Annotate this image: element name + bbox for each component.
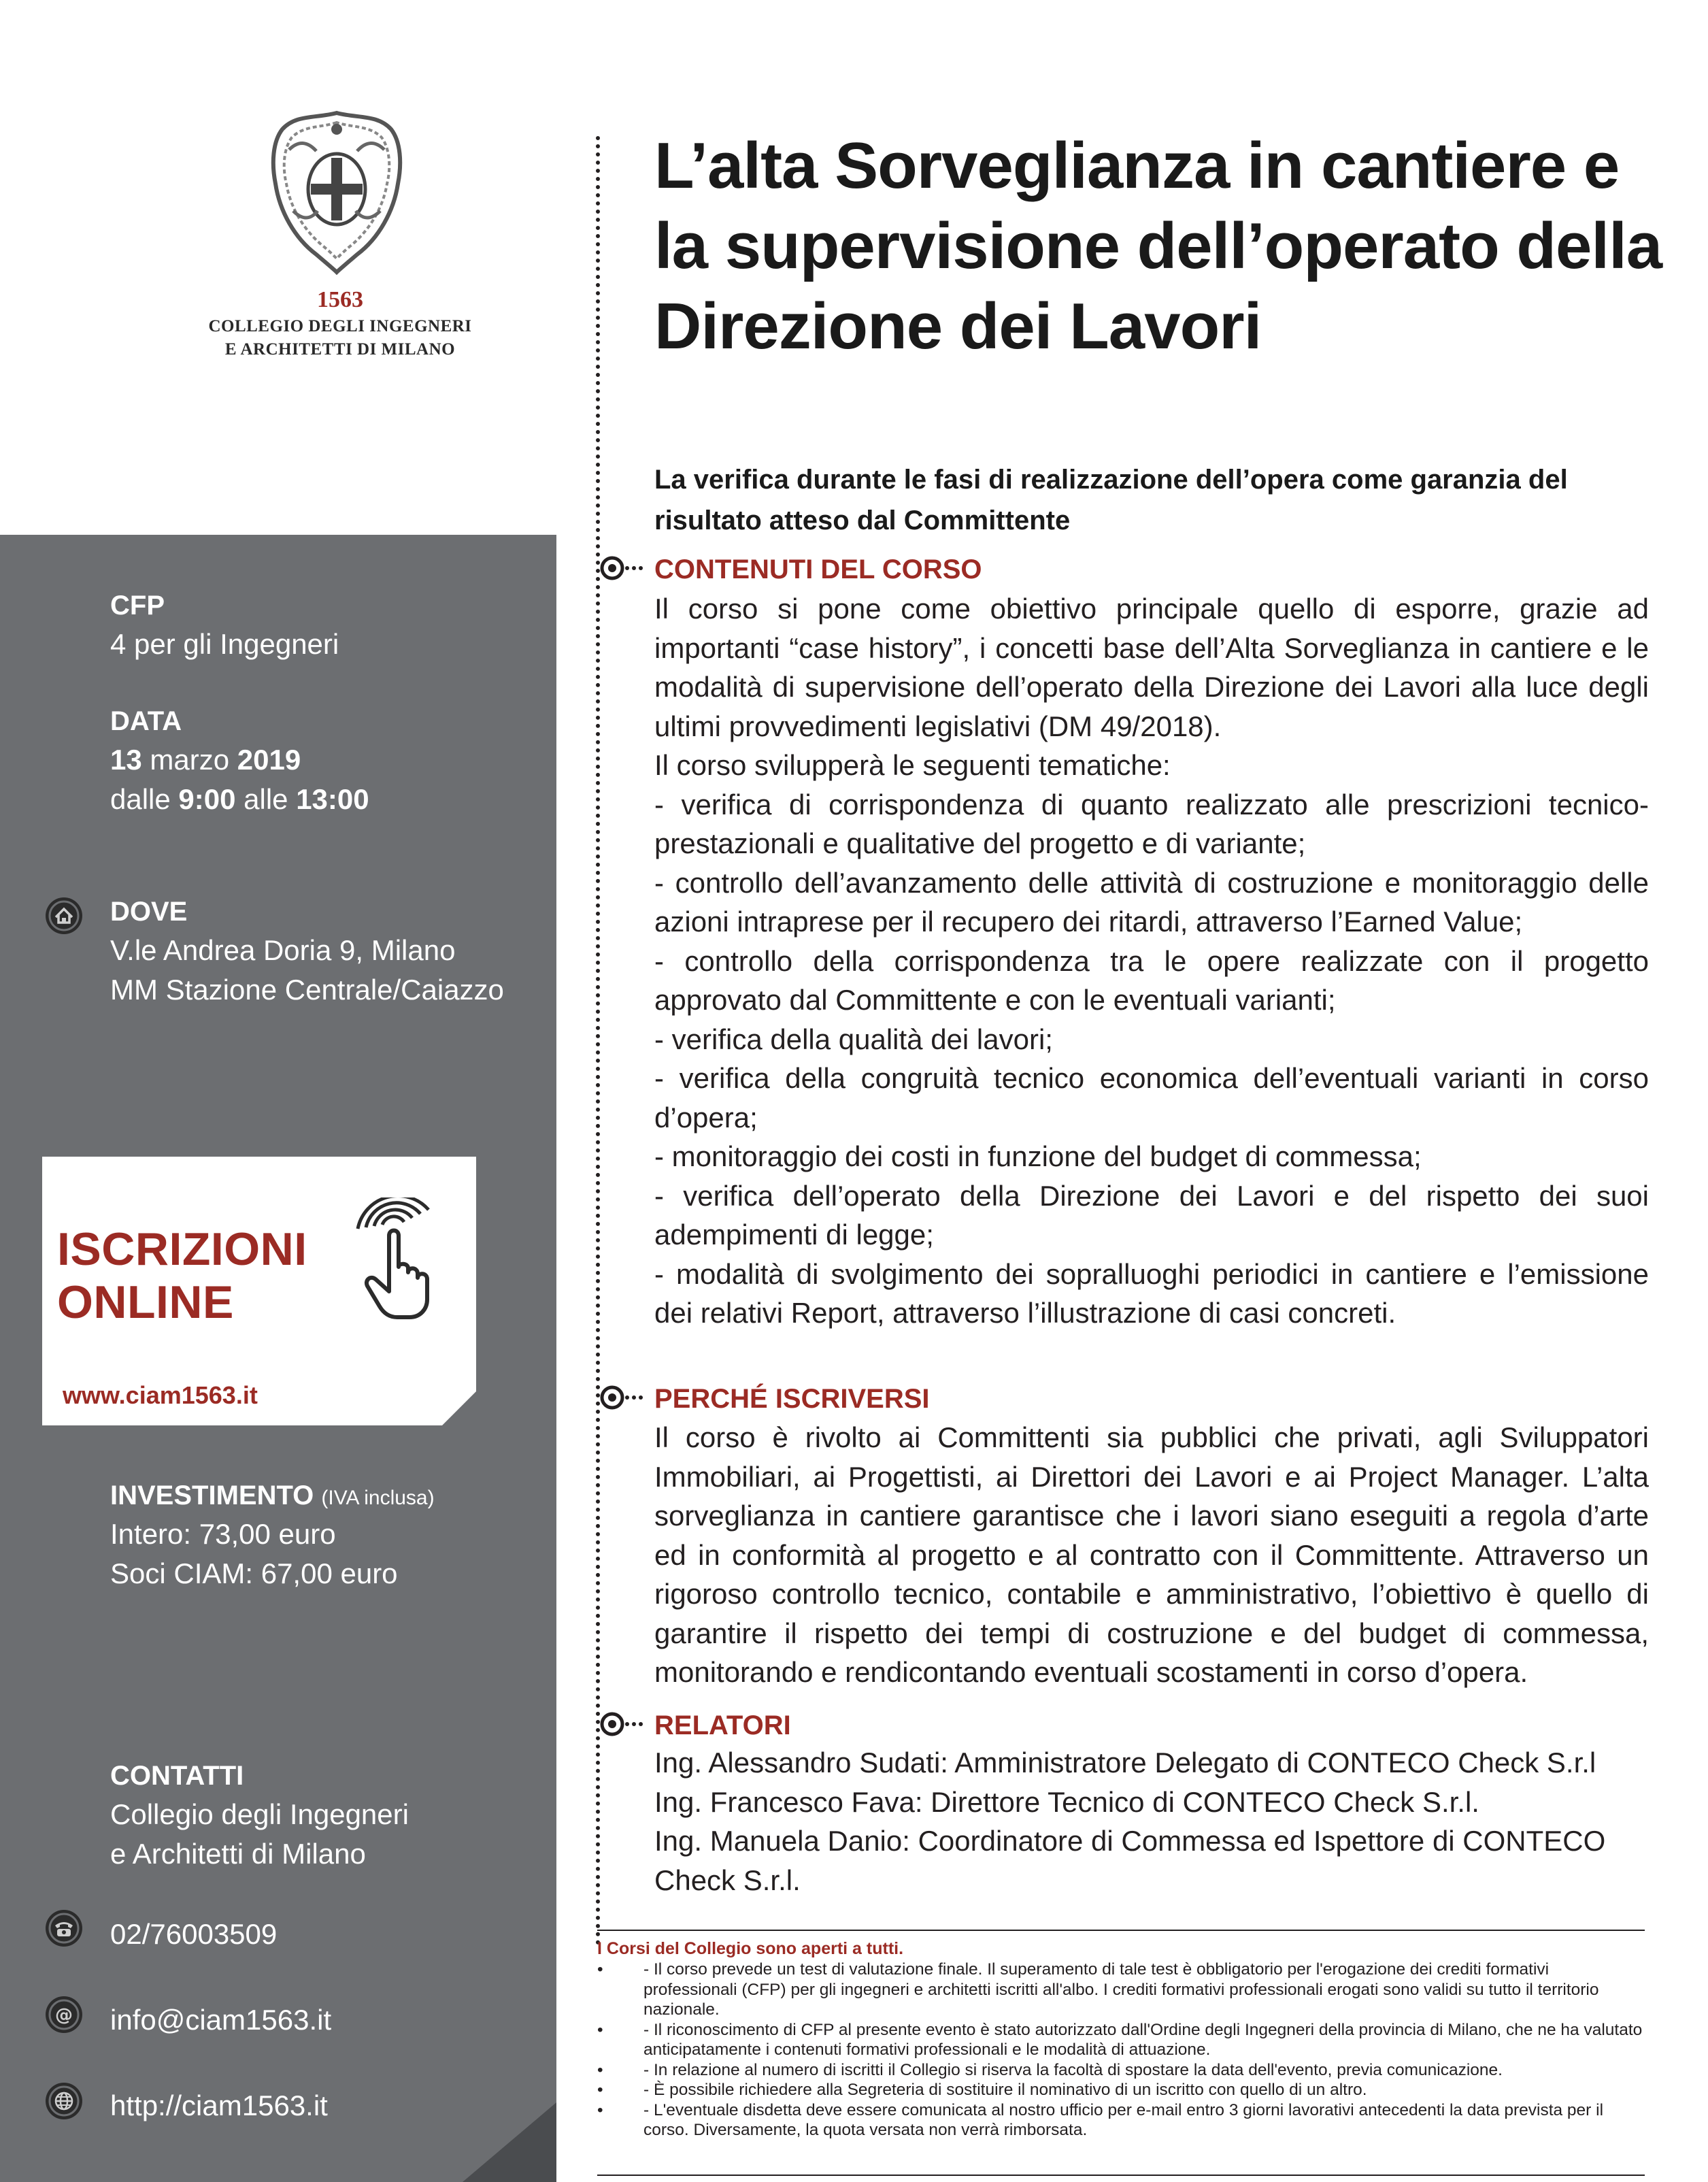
svg-text:@: @ [55, 2005, 73, 2026]
footnote-item [597, 1960, 1645, 2020]
time-from-prefix: dalle [110, 783, 179, 815]
contenuti-heading: CONTENUTI DEL CORSO [654, 555, 982, 584]
relatore-item: Ing. Francesco Fava: Direttore Tecnico di CONTECO Check S.r.l. [654, 1785, 1479, 1818]
footnote-item [597, 2100, 1645, 2140]
footnote-bullet: • [597, 2060, 603, 2079]
footnote-item [597, 2060, 1645, 2081]
contatti-web[interactable]: http://ciam1563.it [110, 2089, 328, 2121]
footnote-text: - In relazione al numero di iscritti il Collegio si riserva la facoltà di spostare la data dell'evento, previa comunicazione. [643, 2060, 1503, 2079]
phone-icon [45, 1909, 83, 1947]
contenuti-paragraph: - controllo della corrispondenza tra le opere realizzate con il progetto approvato dal Committente e con le eventuali varianti; [654, 944, 1649, 1016]
footnote-item [597, 2020, 1645, 2060]
data-date [110, 740, 301, 780]
globe-icon [45, 2082, 83, 2120]
dove-address: V.le Andrea Doria 9, Milano [110, 934, 456, 966]
logo-line-1: COLLEGIO DEGLI INGEGNERI [208, 317, 472, 335]
footnote-title: I Corsi del Collegio sono aperti a tutti. [597, 1939, 904, 1958]
pointing-hand-icon [354, 1197, 449, 1320]
relatori-list [654, 1743, 1649, 1900]
sidebar-corner [463, 2102, 556, 2182]
perche-text: Il corso è rivolto ai Committenti sia pubblici che privati, agli Sviluppatori Immobiliari, ai Progettisti, ai Direttori dei Lavori e ai Project Manager. L’alta sorveglianza in cantiere garantisce che i lavori siano eseguiti a regola d’arte ed in conformità al progetto e al contratto con il Committente. Attraverso un rigoroso controllo tecnico, contabile e amministrativo, l’obiettivo è quello di garantire il rispetto dei tempi di costruzione e del budget di commessa, monitorando e rendicontando eventuali scostamenti in corso d’opera. [654, 1421, 1649, 1688]
footnote-text: - Il riconoscimento di CFP al presente evento è stato autorizzato dall'Ordine degli Ingegneri della provincia di Milano, che ne ha valutato anticipatamente i contenuti formativi professionali e le modalità di attuazione. [643, 2020, 1643, 2059]
contenuti-paragraph: - verifica dell’operato della Direzione dei Lavori e del rispetto dei suoi adempimenti di legge; [654, 1179, 1649, 1251]
contenuti-paragraph: Il corso si pone come obiettivo principale quello di esporre, grazie ad importanti “case history”, i concetti base dell’Alta Sorveglianza in cantiere e le modalità di supervisione dell’operato della Direzione dei Lavori alla luce degli ultimi provvedimenti legislativi (DM 49/2018). [654, 593, 1649, 742]
emblem-icon [269, 109, 405, 276]
contatti-phone[interactable]: 02/76003509 [110, 1918, 278, 1950]
relatori-heading: RELATORI [654, 1710, 791, 1740]
contenuti-paragraph: Il corso svilupperà le seguenti tematiche: [654, 749, 1171, 781]
contatti-line-2: e Architetti di Milano [110, 1838, 366, 1870]
investimento-title: INVESTIMENTO [110, 1481, 314, 1510]
contenuti-paragraph: - controllo dell’avanzamento delle attività di costruzione e monitoraggio delle azioni intraprese per il recupero dei ritardi, attraverso l’Earned Value; [654, 866, 1649, 938]
data-month: marzo [141, 744, 237, 776]
page-subtitle: La verifica durante le fasi di realizzazione dell’opera come garanzia del risultato atteso dal Committente [654, 465, 1568, 535]
promo-url[interactable]: www.ciam1563.it [63, 1381, 258, 1409]
footnote-bullet: • [597, 1960, 603, 1979]
collegio-logo [204, 109, 476, 381]
perche-heading: PERCHÉ ISCRIVERSI [654, 1384, 930, 1414]
footnote-rule-bottom [597, 2175, 1645, 2176]
dove-metro: MM Stazione Centrale/Caiazzo [110, 974, 504, 1006]
footnote-list [597, 1960, 1645, 2140]
time-to: 13:00 [296, 783, 369, 815]
time-to-prefix: alle [235, 783, 297, 815]
perche-body [654, 1418, 1649, 1692]
cfp-value: 4 per gli Ingegneri [110, 628, 339, 660]
contenuti-paragraph: - monitoraggio dei costi in funzione del budget di commessa; [654, 1140, 1422, 1172]
logo-line-2: E ARCHITETTI DI MILANO [224, 340, 456, 359]
footnote-text: - L'eventuale disdetta deve essere comunicata al nostro ufficio per e-mail entro 3 giorni lavorativi antecedenti la data prevista per il corso. Diversamente, la quota versata non verrà rimborsata. [643, 2100, 1604, 2139]
relatore-item: Ing. Alessandro Sudati: Amministratore Delegato di CONTECO Check S.r.l [654, 1747, 1596, 1779]
promo-line-2: ONLINE [57, 1276, 234, 1328]
data-label: DATA [110, 706, 182, 736]
section-bullet-icon [599, 1710, 646, 1738]
data-day: 13 [110, 744, 142, 776]
logo-year: 1563 [317, 287, 363, 312]
dove-label: DOVE [110, 897, 188, 927]
footnote-text: - Il corso prevede un test di valutazione finale. Il superamento di tale test è obbligatorio per l'erogazione dei crediti formativi professionali (CFP) per gli ingegneri e architetti iscritti all'albo. I crediti formativi professionali erogati sono validi su tutto il territorio nazionale. [643, 1960, 1599, 2019]
section-bullet-icon [599, 555, 646, 582]
contenuti-paragraph: - modalità di svolgimento dei sopralluoghi periodici in cantiere e l’emissione dei relativi Report, attraverso l’illustrazione di casi concreti. [654, 1257, 1649, 1329]
contatti-line-1: Collegio degli Ingegneri [110, 1798, 409, 1830]
contatti-label: CONTATTI [110, 1761, 244, 1791]
promo-line-1: ISCRIZIONI [57, 1223, 307, 1275]
footnote-bullet: • [597, 2020, 603, 2039]
investimento-label [110, 1481, 435, 1511]
investimento-intero: Intero: 73,00 euro [110, 1518, 336, 1550]
footnote-text: - È possibile richiedere alla Segreteria di sostituire il nominativo di un iscritto con quello di un altro. [643, 2081, 1367, 2099]
footnote-bullet: • [597, 2100, 603, 2119]
promo-fold [442, 1391, 476, 1425]
contatti-email[interactable]: info@ciam1563.it [110, 2004, 332, 2036]
dotted-divider [596, 136, 600, 1946]
data-year: 2019 [237, 744, 301, 776]
relatore-item: Ing. Manuela Danio: Coordinatore di Commessa ed Ispettore di CONTECO Check S.r.l. [654, 1825, 1606, 1896]
footnote-bullet: • [597, 2081, 603, 2099]
section-bullet-icon [599, 1384, 646, 1411]
investimento-note: (IVA inclusa) [321, 1487, 435, 1509]
data-time [110, 780, 369, 819]
page-title: L’alta Sorveglianza in cantiere e la supervisione dell’operato della Direzione dei Lavori [654, 129, 1662, 363]
footnote-item [597, 2080, 1645, 2100]
footnote-rule [597, 1930, 1645, 1931]
contenuti-paragraph: - verifica della qualità dei lavori; [654, 1023, 1053, 1055]
contenuti-paragraph: - verifica di corrispondenza di quanto realizzato alle prescrizioni tecnico-prestazionali e qualitative del progetto e di variante; [654, 788, 1649, 859]
contenuti-body [654, 589, 1649, 1333]
cfp-label: CFP [110, 591, 165, 621]
investimento-soci: Soci CIAM: 67,00 euro [110, 1557, 398, 1589]
home-icon [45, 897, 83, 935]
time-from: 9:00 [178, 783, 236, 815]
at-icon [45, 1996, 83, 2034]
contenuti-paragraph: - verifica della congruità tecnico economica dell’eventuali varianti in corso d’opera; [654, 1062, 1649, 1134]
